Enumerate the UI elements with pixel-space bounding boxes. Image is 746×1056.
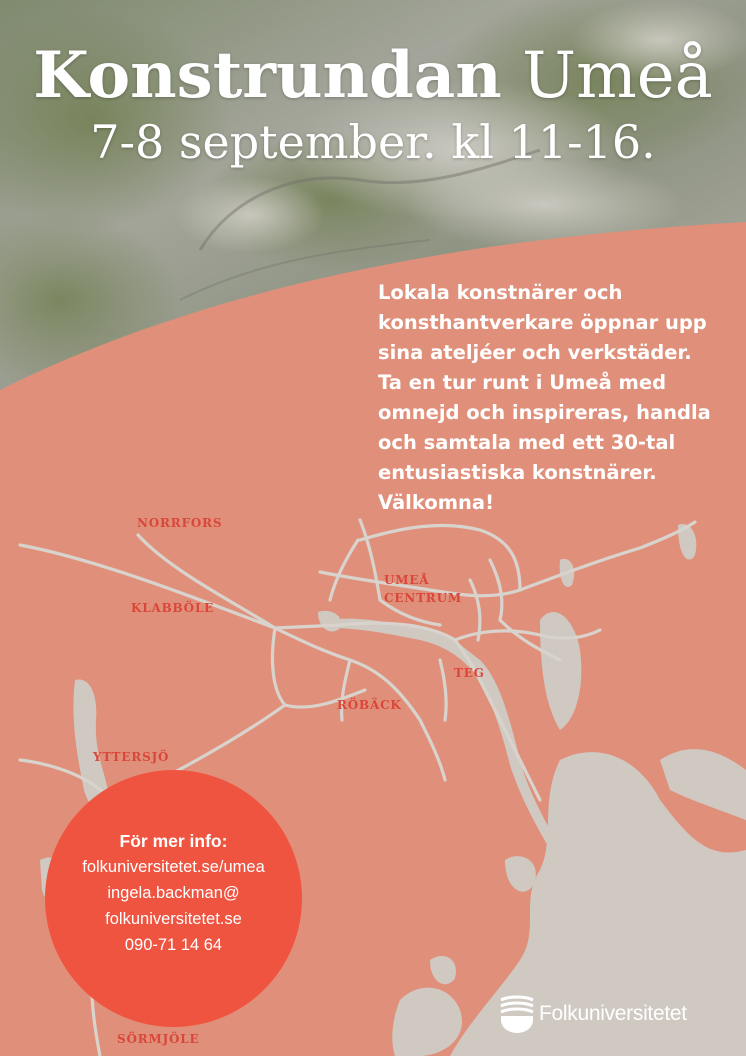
folkuniversitetet-shield-icon: [497, 994, 537, 1034]
info-website: folkuniversitetet.se/umea: [82, 858, 265, 876]
intro-line: Lokala konstnärer och: [378, 281, 623, 304]
folkuniversitetet-logo: [497, 992, 727, 1036]
info-email-line2: folkuniversitetet.se: [105, 910, 242, 928]
info-heading: För mer info:: [119, 831, 228, 851]
event-date: 7-8 september. kl 11-16.: [90, 115, 656, 169]
intro-line: och samtala med ett 30-tal: [378, 431, 676, 454]
intro-line: sina ateljéer och verkstäder.: [378, 341, 692, 364]
intro-line: konsthantverkare öppnar upp: [378, 311, 707, 334]
place-yttersjo: YTTERSJÖ: [93, 750, 170, 764]
place-umea-centrum-line1: UMEÅ: [384, 573, 430, 587]
event-title-bold: Konstrundan: [33, 38, 502, 113]
info-phone: 090-71 14 64: [124, 936, 223, 954]
place-teg: TEG: [454, 666, 485, 680]
place-klabbole: KLABBÖLE: [131, 601, 215, 615]
intro-text: [378, 278, 728, 518]
event-title-city: Umeå: [522, 39, 713, 113]
info-email-line1: ingela.backman@: [107, 884, 240, 902]
place-norrfors: NORRFORS: [137, 516, 223, 530]
event-title: [0, 38, 746, 114]
info-circle: [45, 770, 302, 1027]
place-sormjole: SÖRMJÖLE: [117, 1032, 200, 1046]
intro-line: Ta en tur runt i Umeå med: [378, 371, 667, 394]
intro-line: Välkomna!: [378, 491, 494, 514]
intro-line: omnejd och inspireras, handla: [378, 401, 711, 424]
logo-text: Folkuniversitetet: [539, 1002, 687, 1025]
intro-line: entusiastiska konstnärer.: [378, 461, 657, 484]
place-umea-centrum-line2: CENTRUM: [384, 591, 462, 605]
place-roback: RÖBÄCK: [337, 698, 402, 712]
